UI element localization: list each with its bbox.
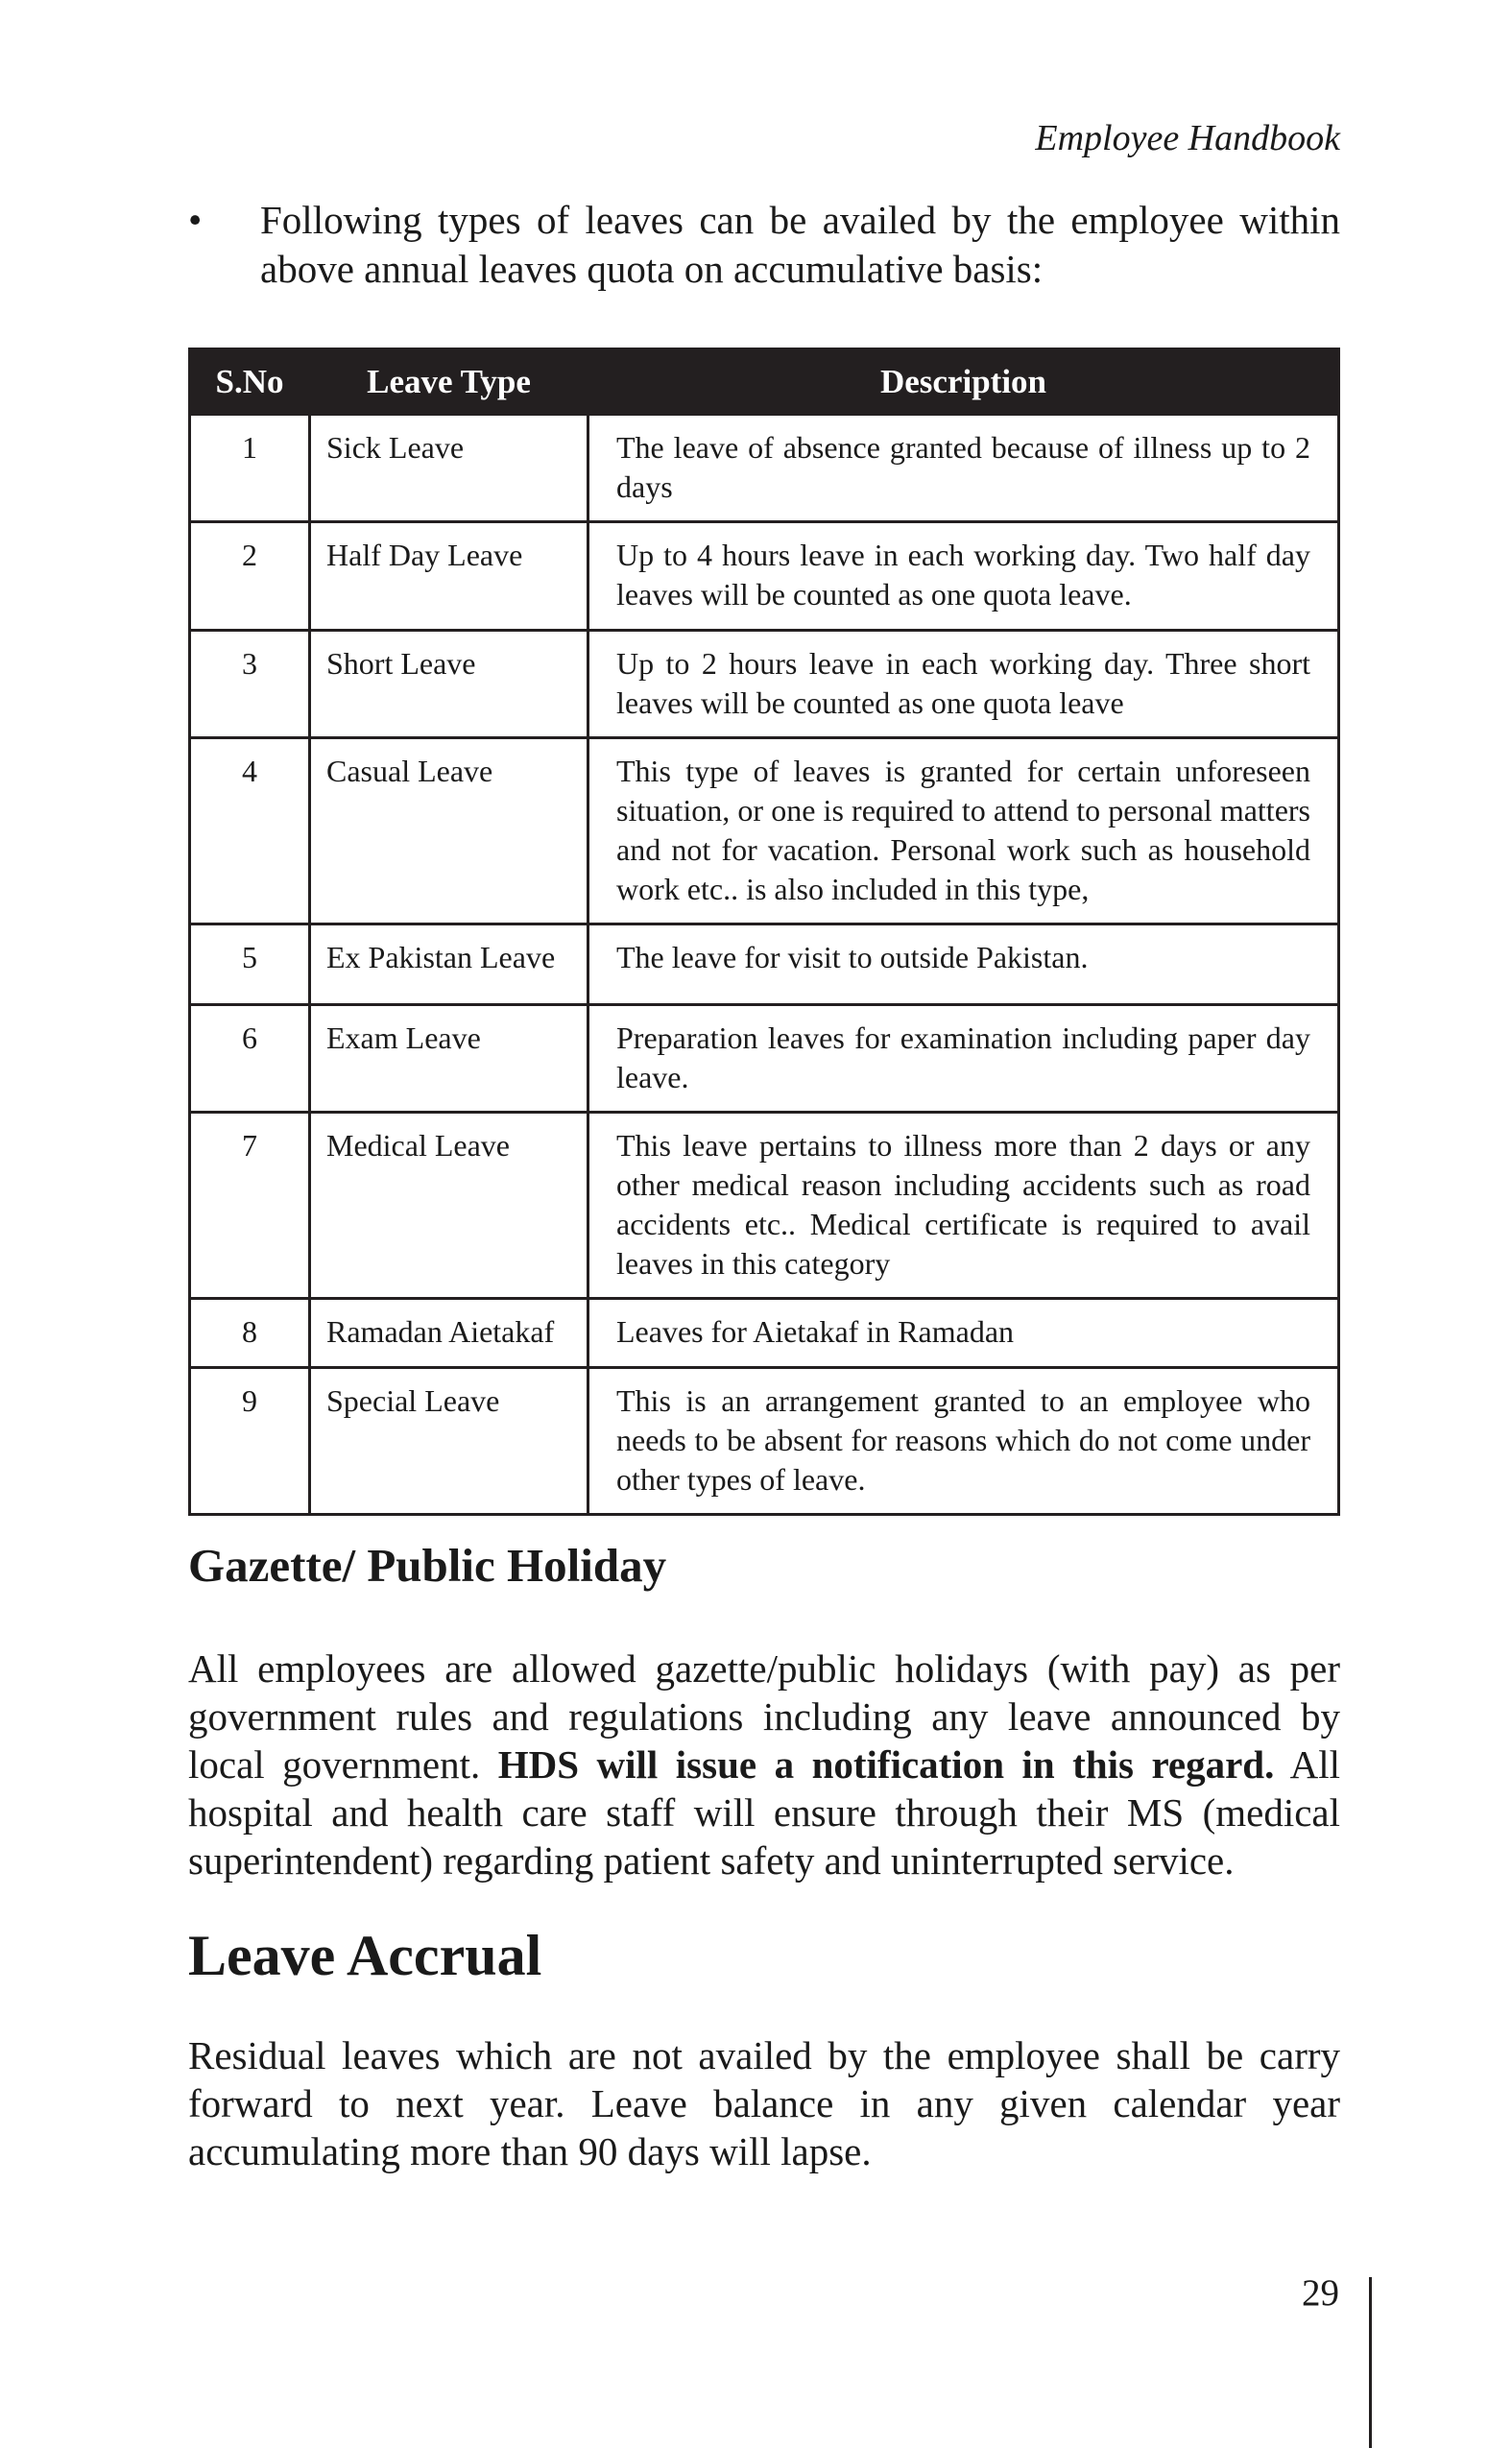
table-row [190, 1299, 1339, 1368]
row-leave-type: Sick Leave [310, 415, 588, 522]
table-row [190, 924, 1339, 1005]
row-sno: 6 [190, 1005, 310, 1113]
header-sno: S.No [190, 349, 310, 415]
leave-accrual-heading: Leave Accrual [188, 1924, 542, 1987]
header-description: Description [588, 349, 1339, 415]
row-sno: 2 [190, 522, 310, 631]
table-row [190, 1113, 1339, 1299]
row-leave-type: Short Leave [310, 631, 588, 738]
gazette-heading: Gazette/ Public Holiday [188, 1539, 667, 1592]
page-edge-rule [1369, 2277, 1372, 2448]
table-row [190, 1005, 1339, 1113]
leave-types-table [188, 348, 1340, 1516]
row-description: Up to 4 hours leave in each working day. Two half day leaves will be counted as one quota leave. [588, 522, 1339, 631]
gazette-text-start: All employees are allowed gazette/public holidays (with pay) as per government rules and regulations including any leave announced by local government. [188, 1646, 1340, 1787]
table-header-row [190, 349, 1339, 415]
table-row [190, 522, 1339, 631]
row-leave-type: Special Leave [310, 1368, 588, 1515]
row-leave-type: Half Day Leave [310, 522, 588, 631]
row-sno: 8 [190, 1299, 310, 1368]
row-sno: 1 [190, 415, 310, 522]
row-leave-type: Exam Leave [310, 1005, 588, 1113]
row-description: Leaves for Aietakaf in Ramadan [588, 1299, 1339, 1368]
table-row [190, 738, 1339, 924]
row-sno: 3 [190, 631, 310, 738]
row-sno: 9 [190, 1368, 310, 1515]
row-sno: 7 [190, 1113, 310, 1299]
page-number: 29 [1302, 2272, 1339, 2314]
row-description: Preparation leaves for examination including paper day leave. [588, 1005, 1339, 1113]
gazette-text-bold: HDS will issue a notification in this regard. [497, 1742, 1275, 1787]
table-row [190, 1368, 1339, 1515]
row-description: This is an arrangement granted to an employee who needs to be absent for reasons which do not come under other types of leave. [588, 1368, 1339, 1515]
row-sno: 5 [190, 924, 310, 1005]
gazette-paragraph [188, 1644, 1340, 1884]
row-sno: 4 [190, 738, 310, 924]
bullet-icon: • [188, 198, 203, 242]
leave-accrual-paragraph: Residual leaves which are not availed by the employee shall be carry forward to next year. Leave balance in any given calendar year accumulating more than 90 days will lapse. [188, 2033, 1340, 2173]
row-leave-type: Ramadan Aietakaf [310, 1299, 588, 1368]
row-description: Up to 2 hours leave in each working day. Three short leaves will be counted as one quota leave [588, 631, 1339, 738]
row-description: This type of leaves is granted for certain unforeseen situation, or one is required to attend to personal matters and not for vacation. Personal work such as household work etc.. is also included in this type, [588, 738, 1339, 924]
table-row [190, 631, 1339, 738]
intro-bullet-item [188, 196, 1340, 294]
row-leave-type: Casual Leave [310, 738, 588, 924]
row-description: This leave pertains to illness more than 2 days or any other medical reason including accidents such as road accidents etc.. Medical certificate is required to avail leaves in this category [588, 1113, 1339, 1299]
row-description: The leave of absence granted because of illness up to 2 days [588, 415, 1339, 522]
header-leave-type: Leave Type [310, 349, 588, 415]
row-leave-type: Ex Pakistan Leave [310, 924, 588, 1005]
row-description: The leave for visit to outside Pakistan. [588, 924, 1339, 1005]
running-header: Employee Handbook [1035, 118, 1340, 158]
gazette-text-end: All hospital and health care staff will ensure through their MS (medical superintendent) regarding patient safety and uninterrupted service. [188, 1742, 1340, 1883]
table-row [190, 415, 1339, 522]
row-leave-type: Medical Leave [310, 1113, 588, 1299]
intro-text: Following types of leaves can be availed by the employee within above annual leaves quota on accumulative basis: [260, 198, 1340, 291]
